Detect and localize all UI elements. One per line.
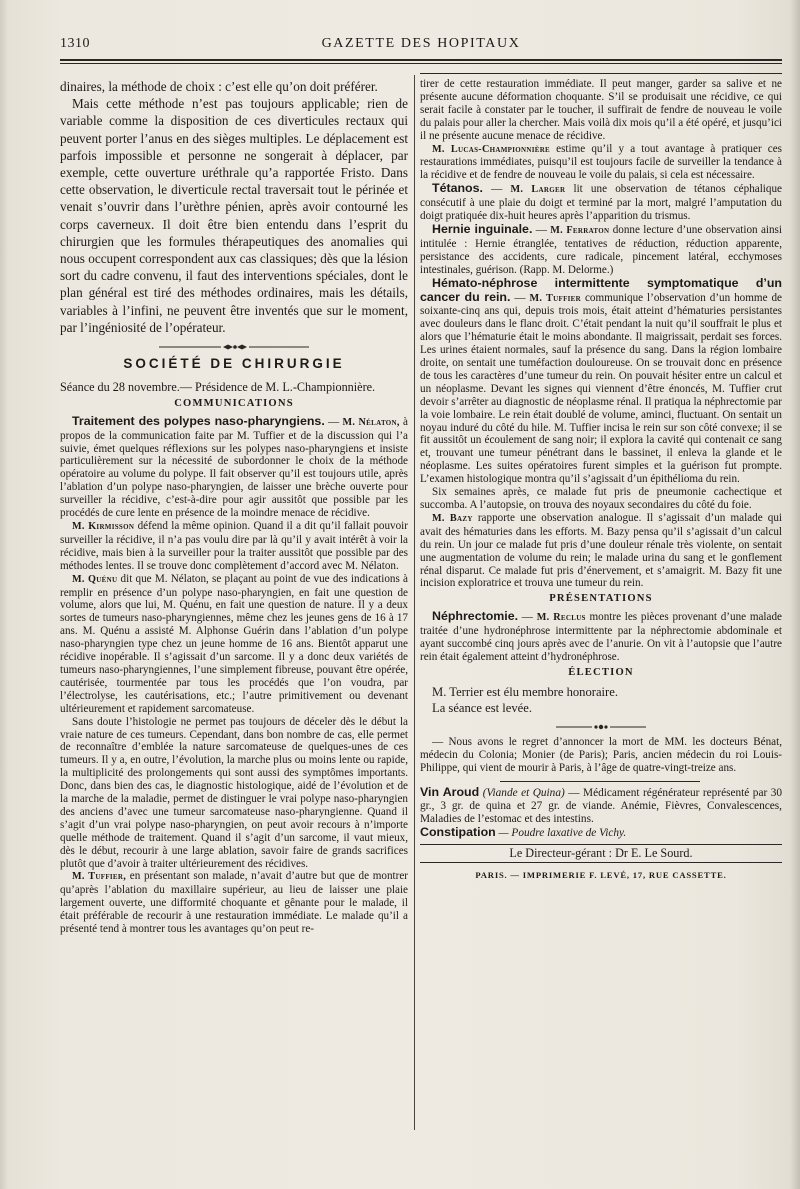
page-edge-shadow-right bbox=[790, 0, 800, 1189]
ad-text: — Médicament régénérateur représenté par 30 gr., 3 gr. de quina et 27 gr. de viande. Anémie, Fièvres, Convalescences, Maladies de l’estomac et des intestins. bbox=[420, 786, 782, 825]
paragraph-text: montre les pièces provenant d’une malade traitée d’une hydronéphrose intermittente par la néphrectomie abdominale et ayant succombé cinq jours après avec de l’anurie. On vit à l’autopsie que l’autre rein était également atteint d’hydronéphrose. bbox=[420, 611, 782, 663]
footer-rule bbox=[420, 862, 782, 863]
article-heading: Tétanos. bbox=[432, 181, 483, 196]
paragraph-text: communique l’observation d’un homme de soixante-cinq ans qui, depuis trois mois, était atteint d’hématuries persistantes avec douleurs dans le flanc droit. C’était pendant la nuit qu’il souffrait le plus et alors que l’hématurie était le moins abondante. Il maigrissait, perdait ses forces. Les urines étaient normales, sauf la présence du sang. Dans la région lombaire droite, on sentait une tuméfaction douloureuse. On se trouvait donc en présence de tous les caractères d’une tumeur du rein. On pouvait hésiter entre un calcul et un néoplasme. Devant les signes qui viennent d’être énoncés, M. Tuffier crut devoir s’arrêter au diagnostic de néoplasme rénal. Il pratiqua la néphrectomie par la voie lombaire. Le rein était doublé de volume, aminci, fluctuant. On sentait un noyau induré du côté du hile. M. Tuffier incisa le rein sur son côté convexe; il se fit aussitôt un écoulement de sang noir; il explora la cavité qui contenait ce sang et, trouvant une tumeur pénétrant dans le bassinet, il enleva la glande et le néoplasme. Les suites opératoires furent simples et la guérison fut prompte. L’examen histologique montra qu’il s’agissait d’un épithélioma du rein. bbox=[420, 291, 782, 486]
article-heading: Traitement des polypes naso-pharyngiens. bbox=[72, 413, 325, 428]
article-heading: Hernie inguinale. bbox=[432, 221, 533, 236]
header-rule-thin bbox=[60, 63, 782, 64]
paragraph-text: défend la même opinion. Quand il a dit qu’il fallait pouvoir surveiller la récidive, il n’a pas voulu dire par là qu’il y avait intérêt à voir la récidive, mais bien à la surveiller pour la traiter aussitôt que possible par des méthodes lentes. Il se trouve donc complètement d’accord avec M. Nélaton. bbox=[60, 520, 408, 572]
paragraph: dinaires, la méthode de choix : c’est elle qu’on doit préférer. bbox=[60, 79, 378, 94]
speaker-name: M. Kirmisson bbox=[72, 521, 135, 533]
speaker-name: M. Lucas-Championnière bbox=[432, 143, 551, 155]
paragraph-text: donne lecture d’une observation ainsi intitulée : Hernie étranglée, tentatives de réduction, réduction apparente, persistance des accidents, cure radicale, pincement latéral, ecchymoses intestinales, guérison. (Rapp. M. Delorme.) bbox=[420, 223, 782, 276]
paragraph-text: en présentant son malade, n’avait d’autre but que de montrer qu’après l’ablation du maxillaire supérieur, au lieu de laisser une plaie largement ouverte, une difformité choquante et gênante pour le malade, il était préférable de recourir à une restauration immédiate. Le malade qu’il a présenté tend à montrer tous les avantages qu’on peut re- bbox=[60, 870, 408, 936]
paragraph: Tétanos. — M. Larger lit une observation de tétanos céphalique consécutif à une plaie du doigt et terminé par la mort, malgré l’amputation du doigt pratiquée dix-huit heures après l’apparition du trismus. bbox=[420, 181, 782, 223]
header-rule-thick bbox=[60, 59, 782, 61]
ad-product-name: Vin Aroud bbox=[420, 784, 480, 799]
advertisement bbox=[420, 826, 782, 840]
footer-rule bbox=[420, 844, 782, 845]
lead-text bbox=[60, 78, 408, 336]
subsection-heading: PRÉSENTATIONS bbox=[549, 593, 653, 605]
paragraph bbox=[60, 573, 408, 716]
column-separator bbox=[414, 75, 415, 1130]
paragraph-text: à propos de la communication faite par M. Tuffier et de la discussion qui l’a suivie, émet quelques réflexions sur les polypes naso-pharyngiens et insiste particulièrement sur la nécessité de subordonner le choix de la méthode opératoire au volume du polype. Il fait observer qu’il est toujours utile, après l’ablation d’un polype naso-pharyngien, de laisser une brèche ouverte pour surveiller la récidive, c’est-à-dire pour agir aussitôt que possible par les procédés de cure lente en présence de la moindre menace de récidive. bbox=[60, 415, 408, 520]
left-column bbox=[60, 78, 408, 1168]
paragraph: M. Terrier est élu membre honoraire. bbox=[432, 684, 618, 699]
right-column bbox=[420, 78, 782, 1138]
paragraph: Sans doute l’histologie ne permet pas toujours de déceler dès le début la vraie nature de ces tumeurs. Cependant, dans bon nombre de cas, elle permet de reconnaître d’emblée la nature sarcomateuse de quelques-unes de ces tumeurs. Il y a, en outre, l’évolution, la marche plus ou moins lente ou rapide, la multiplicité des prolongements qui sont aussi des symptômes importants. Donc, dans bien des cas, le diagnostic histologique, aidé de l’évolution et de la marche de la maladie, permet de distinguer le vrai polype naso-pharyngien des anciens d’avec une tumeur sarcomateuse naso-pharyngienne. Quand il s’agit d’un vrai polype naso-pharyngien, on peut avoir recours à n’importe quelle méthode de traitement. Quand il s’agit d’un sarcome, il vaut mieux, dès le début, recourir à une large ablation, savoir faire de grands sacrifices plutôt que d’avoir à traiter ultérieurement des récidives. bbox=[60, 715, 408, 870]
article-heading: Hémato-néphrose intermittente symptomatique d’un cancer du rein. bbox=[420, 275, 782, 304]
ornamental-rule-icon bbox=[159, 344, 309, 350]
ad-product-subtitle: (Viande et Quina) bbox=[482, 786, 565, 799]
paragraph bbox=[420, 143, 782, 183]
session-line: Séance du 28 novembre.— Présidence de M. L.-Championnière. bbox=[60, 379, 376, 394]
paragraph-text: lit une observation de tétanos céphalique consécutif à une plaie du doigt et terminé par la mort, malgré l’amputation du doigt pratiquée dix-huit heures après l’apparition du trismus. bbox=[420, 183, 782, 223]
speaker-name: M. Larger bbox=[510, 184, 566, 196]
obituary-notice: — Nous avons le regret d’annoncer la mort de MM. les docteurs Bénat, médecin du Colonia; Monier (de Paris); Paris, ancien médecin du roi Louis-Philippe, qui vient de mourir à Paris, à l’âge de quatre-vingt-treize ans. bbox=[420, 735, 782, 774]
paragraph bbox=[60, 520, 408, 573]
paragraph bbox=[420, 512, 782, 590]
journal-title: GAZETTE DES HOPITAUX bbox=[321, 36, 521, 51]
paragraph: Hernie inguinale. — M. Ferraton donne lecture d’une observation ainsi intitulée : Hernie étranglée, tentatives de réduction, réduction apparente, persistance des accidents, cure radicale, pincement latéral, ecchymoses intestinales, guérison. (Rapp. M. Delorme.) bbox=[420, 221, 782, 276]
right-column-top-rule bbox=[420, 73, 782, 74]
speaker-name: M. Quénu bbox=[72, 573, 118, 585]
speaker-name: M. Tuffier, bbox=[72, 871, 127, 883]
speaker-name: M. Reclus bbox=[536, 612, 586, 624]
paragraph: Six semaines après, ce malade fut pris de pneumonie cachectique et succomba. A l’autopsie, on trouva des noyaux secondaires du côté du foie. bbox=[420, 486, 782, 511]
director-signature-line: Le Directeur-gérant : Dr E. Le Sourd. bbox=[509, 846, 693, 861]
paragraph-text: rapporte une observation analogue. Il s’agissait d’un malade qui avait des hématuries dans les efforts. M. Bazy pensa qu’il s’agissait d’un calcul du rein. Un jour ce malade fut pris d’une douleur rénale très violente, on sentait une augmentation de volume du rein; le malade urina du sang et le gonflement rénal disparut. Ce malade fut pris d’énervement, et s’amaigrit. M. Bazy fit une incision exploratrice et trouva une tumeur du rein. bbox=[420, 511, 782, 590]
paragraph: Hémato-néphrose intermittente symptomatique d’un cancer du rein. — M. Tuffier communique l’observation d’un homme de soixante-cinq ans qui, depuis trois mois, était atteint d’hématuries persistantes avec douleurs dans le flanc droit. C’était pendant la nuit qu’il souffrait le plus et alors que l’hématurie était le moins abondante. Il maigrissait, perdait ses forces. Les urines étaient normales, sauf la présence du sang. Dans la région lombaire droite, on sentait une tuméfaction douloureuse. On se trouvait donc en présence de tous les caractères d’une tumeur du rein. On pouvait hésiter entre un calcul et un néoplasme. Devant les signes qui viennent d’être énoncés, M. Tuffier crut devoir s’arrêter au diagnostic de néoplasme rénal. Il pratiqua la néphrectomie par la voie lombaire. Le rein était doublé de volume, aminci, fluctuant. On sentait un noyau induré du côté du hile. M. Tuffier incisa le rein sur son côté convexe; il se fit aussitôt un écoulement de sang noir; il explora la cavité qui contenait ce sang et, trouvant une tumeur pénétrant dans le bassinet, il enleva la glande et le néoplasme. Les suites opératoires furent simples et la guérison fut prompte. L’examen histologique montra qu’il s’agissait d’un épithélioma du rein. bbox=[420, 275, 782, 486]
speaker-name: M. Ferraton bbox=[550, 224, 610, 236]
paragraph: Mais cette méthode n’est pas toujours applicable; rien de variable comme la disposition de ces diverticules rectaux qui peuvent porter l’anus en des sièges multiples. Le déplacement est parfois impossible et personne ne songerait à déplacer, par exemple, cette ouverture uréthrale qu’a rapportée Fristo. Dans cette observation, le diverticule rectal traversait tout le périnée et venait s’ouvrir dans l’urèthre pénien, après avoir contourné les corps caverneux. Il doit être bien entendu dans l’esprit du chirurgien que les formules thérapeutiques des anomalies qui nous occupent correspondent aux cas classiques; dès que la lésion sort du cadre convenu, il faut des interventions spéciales, dont le plan général est tiré des méthodes ordinaires, mais les détails, variables à l’infini, ne peuvent être inventés que sur le moment, par l’ingéniosité de l’opérateur. bbox=[60, 96, 408, 335]
article-heading: Néphrectomie. bbox=[432, 609, 519, 624]
ornamental-rule-icon bbox=[526, 724, 676, 730]
speaker-name: M. Nélaton, bbox=[342, 416, 400, 428]
ad-separator-rule bbox=[500, 781, 700, 782]
paragraph: tirer de cette restauration immédiate. Il peut manger, garder sa salive et ne présente aucune déformation choquante. S’il se produisait une récidive, ce qui serait facile à constater par le toucher, il suffirait de fendre de nouveau le voile du palais pour aller la chercher. Mais voilà dix mois qu’il a été opéré, et jusqu’ici il ne présente aucune menace de récidive. bbox=[420, 78, 782, 142]
printer-imprint: PARIS. — IMPRIMERIE F. LEVÉ, 17, RUE CASSETTE. bbox=[475, 870, 727, 881]
speaker-name: M. Bazy bbox=[432, 512, 473, 524]
subsection-heading: ÉLECTION bbox=[568, 666, 634, 678]
paragraph-text: estime qu’il y a tout avantage à pratiquer ces restaurations immédiates, puisqu’il est toujours facile de surveiller la tendance à la récidive et de fendre de nouveau le voile du palais, si cela est nécessaire. bbox=[420, 142, 782, 182]
paragraph bbox=[60, 870, 408, 936]
paragraph-text: dit que M. Nélaton, se plaçant au point de vue des indications à remplir en présence d’un polype naso-pharyngien, en fait une question de volume, alors que lui, M. Quénu, en fait une question de nature. Il y a deux sortes de tumeurs naso-pharyngiennes, même chez les jeunes gens de 16 à 17 ans. M. Quénu a assisté M. Alphonse Guérin dans l’ablation d’un polype naso-pharyngien type chez un jeune homme de 16 ans. Bientôt apparut une récidive inopérable. Il s’agissait d’un sarcome. Il y a donc deux variétés de tumeurs naso-pharyngiennes, l’une simplement fibreuse, pouvant être opérée, cautérisée, tourmentée par tous les procédés que l’on voudra, par l’électrolyse, les cautérisations, etc.; l’autre primitivement ou devenant ultérieurement et rapidement sarcomateuse. bbox=[60, 572, 408, 715]
subsection-heading: COMMUNICATIONS bbox=[174, 397, 294, 409]
page-number: 1310 bbox=[60, 36, 90, 51]
page-header bbox=[60, 36, 782, 56]
section-title: SOCIÉTÉ DE CHIRURGIE bbox=[123, 356, 345, 372]
ad-product-name: Constipation bbox=[420, 825, 496, 840]
advertisement bbox=[420, 786, 782, 827]
paragraph: Néphrectomie. — M. Reclus montre les pièces provenant d’une malade traitée d’une hydronéphrose intermittente par la néphrectomie abdominale et ayant succombé cinq jours après avec de l’anurie. On vit à l’autopsie que l’autre rein était également atteint d’hydronéphrose. bbox=[420, 609, 782, 663]
paragraph: La séance est levée. bbox=[432, 700, 532, 715]
paragraph: Traitement des polypes naso-pharyngiens. — M. Nélaton, à propos de la communication faite par M. Tuffier et de la discussion qui l’a suivie, émet quelques réflexions sur les polypes naso-pharyngiens et insiste particulièrement sur la nécessité de subordonner le choix de la méthode opératoire au volume du polype. Il fait observer qu’il est toujours utile, après l’ablation d’un polype naso-pharyngien, de laisser une brèche ouverte pour surveiller la récidive, c’est-à-dire pour agir aussitôt que possible par les procédés de cure lente en présence de la moindre menace de récidive. bbox=[60, 413, 408, 520]
ad-text: — Poudre laxative de Vichy. bbox=[498, 827, 627, 840]
page-edge-shadow-left bbox=[0, 0, 8, 1189]
speaker-name: M. Tuffier bbox=[529, 292, 581, 304]
